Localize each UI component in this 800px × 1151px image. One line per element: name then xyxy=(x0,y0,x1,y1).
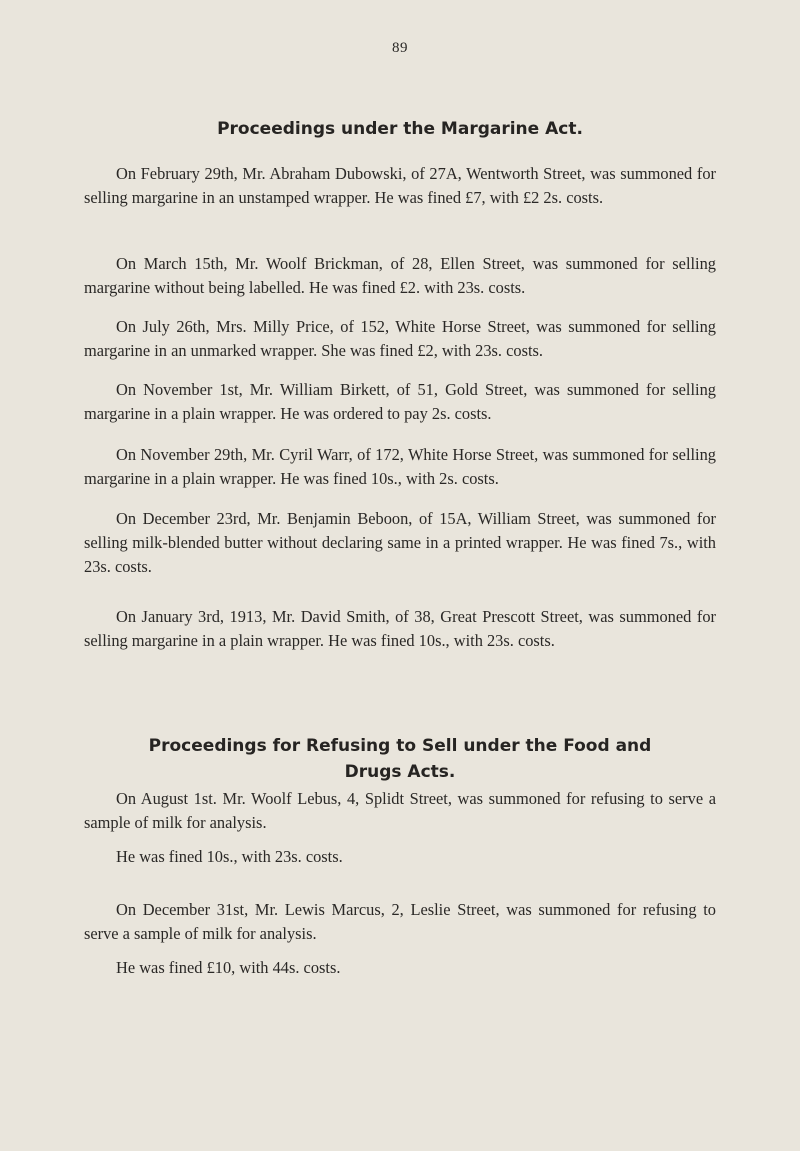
margarine-paragraph: On March 15th, Mr. Woolf Brickman, of 28, Ellen Street, was summoned for selling margarine without being labelled. He was fined £2. with 23s. costs. xyxy=(84,254,716,297)
margarine-act-heading: Proceedings under the Margarine Act. xyxy=(217,119,583,139)
refusing-paragraph: On August 1st. Mr. Woolf Lebus, 4, Splidt Street, was summoned for refusing to serve a sample of milk for analysis. xyxy=(84,789,716,832)
refusing-paragraph: He was fined £10, with 44s. costs. xyxy=(116,958,341,977)
margarine-paragraph: On December 23rd, Mr. Benjamin Beboon, of 15A, William Street, was summoned for selling milk-blended butter without declaring same in a printed wrapper. He was fined 7s., with 23s. costs. xyxy=(84,509,716,576)
margarine-paragraph: On November 29th, Mr. Cyril Warr, of 172, White Horse Street, was summoned for selling margarine in a plain wrapper. He was fined 10s., with 2s. costs. xyxy=(84,445,716,488)
heading-line: Drugs Acts. xyxy=(344,762,456,782)
refusing-to-sell-heading xyxy=(84,733,716,785)
margarine-paragraph: On July 26th, Mrs. Milly Price, of 152, White Horse Street, was summoned for selling margarine in an unmarked wrapper. She was fined £2, with 23s. costs. xyxy=(84,317,716,360)
refusing-paragraph: He was fined 10s., with 23s. costs. xyxy=(116,847,343,866)
margarine-paragraph: On January 3rd, 1913, Mr. David Smith, of 38, Great Prescott Street, was summoned for selling margarine in a plain wrapper. He was fined 10s., with 23s. costs. xyxy=(84,607,716,650)
heading-line: Proceedings for Refusing to Sell under the Food and xyxy=(148,736,652,756)
page-number: 89 xyxy=(392,40,408,56)
refusing-paragraph: On December 31st, Mr. Lewis Marcus, 2, Leslie Street, was summoned for refusing to serve a sample of milk for analysis. xyxy=(84,900,716,943)
margarine-paragraph: On November 1st, Mr. William Birkett, of 51, Gold Street, was summoned for selling margarine in a plain wrapper. He was ordered to pay 2s. costs. xyxy=(84,380,716,423)
margarine-paragraph: On February 29th, Mr. Abraham Dubowski, of 27A, Wentworth Street, was summoned for selling margarine in an unstamped wrapper. He was fined £7, with £2 2s. costs. xyxy=(84,164,716,207)
